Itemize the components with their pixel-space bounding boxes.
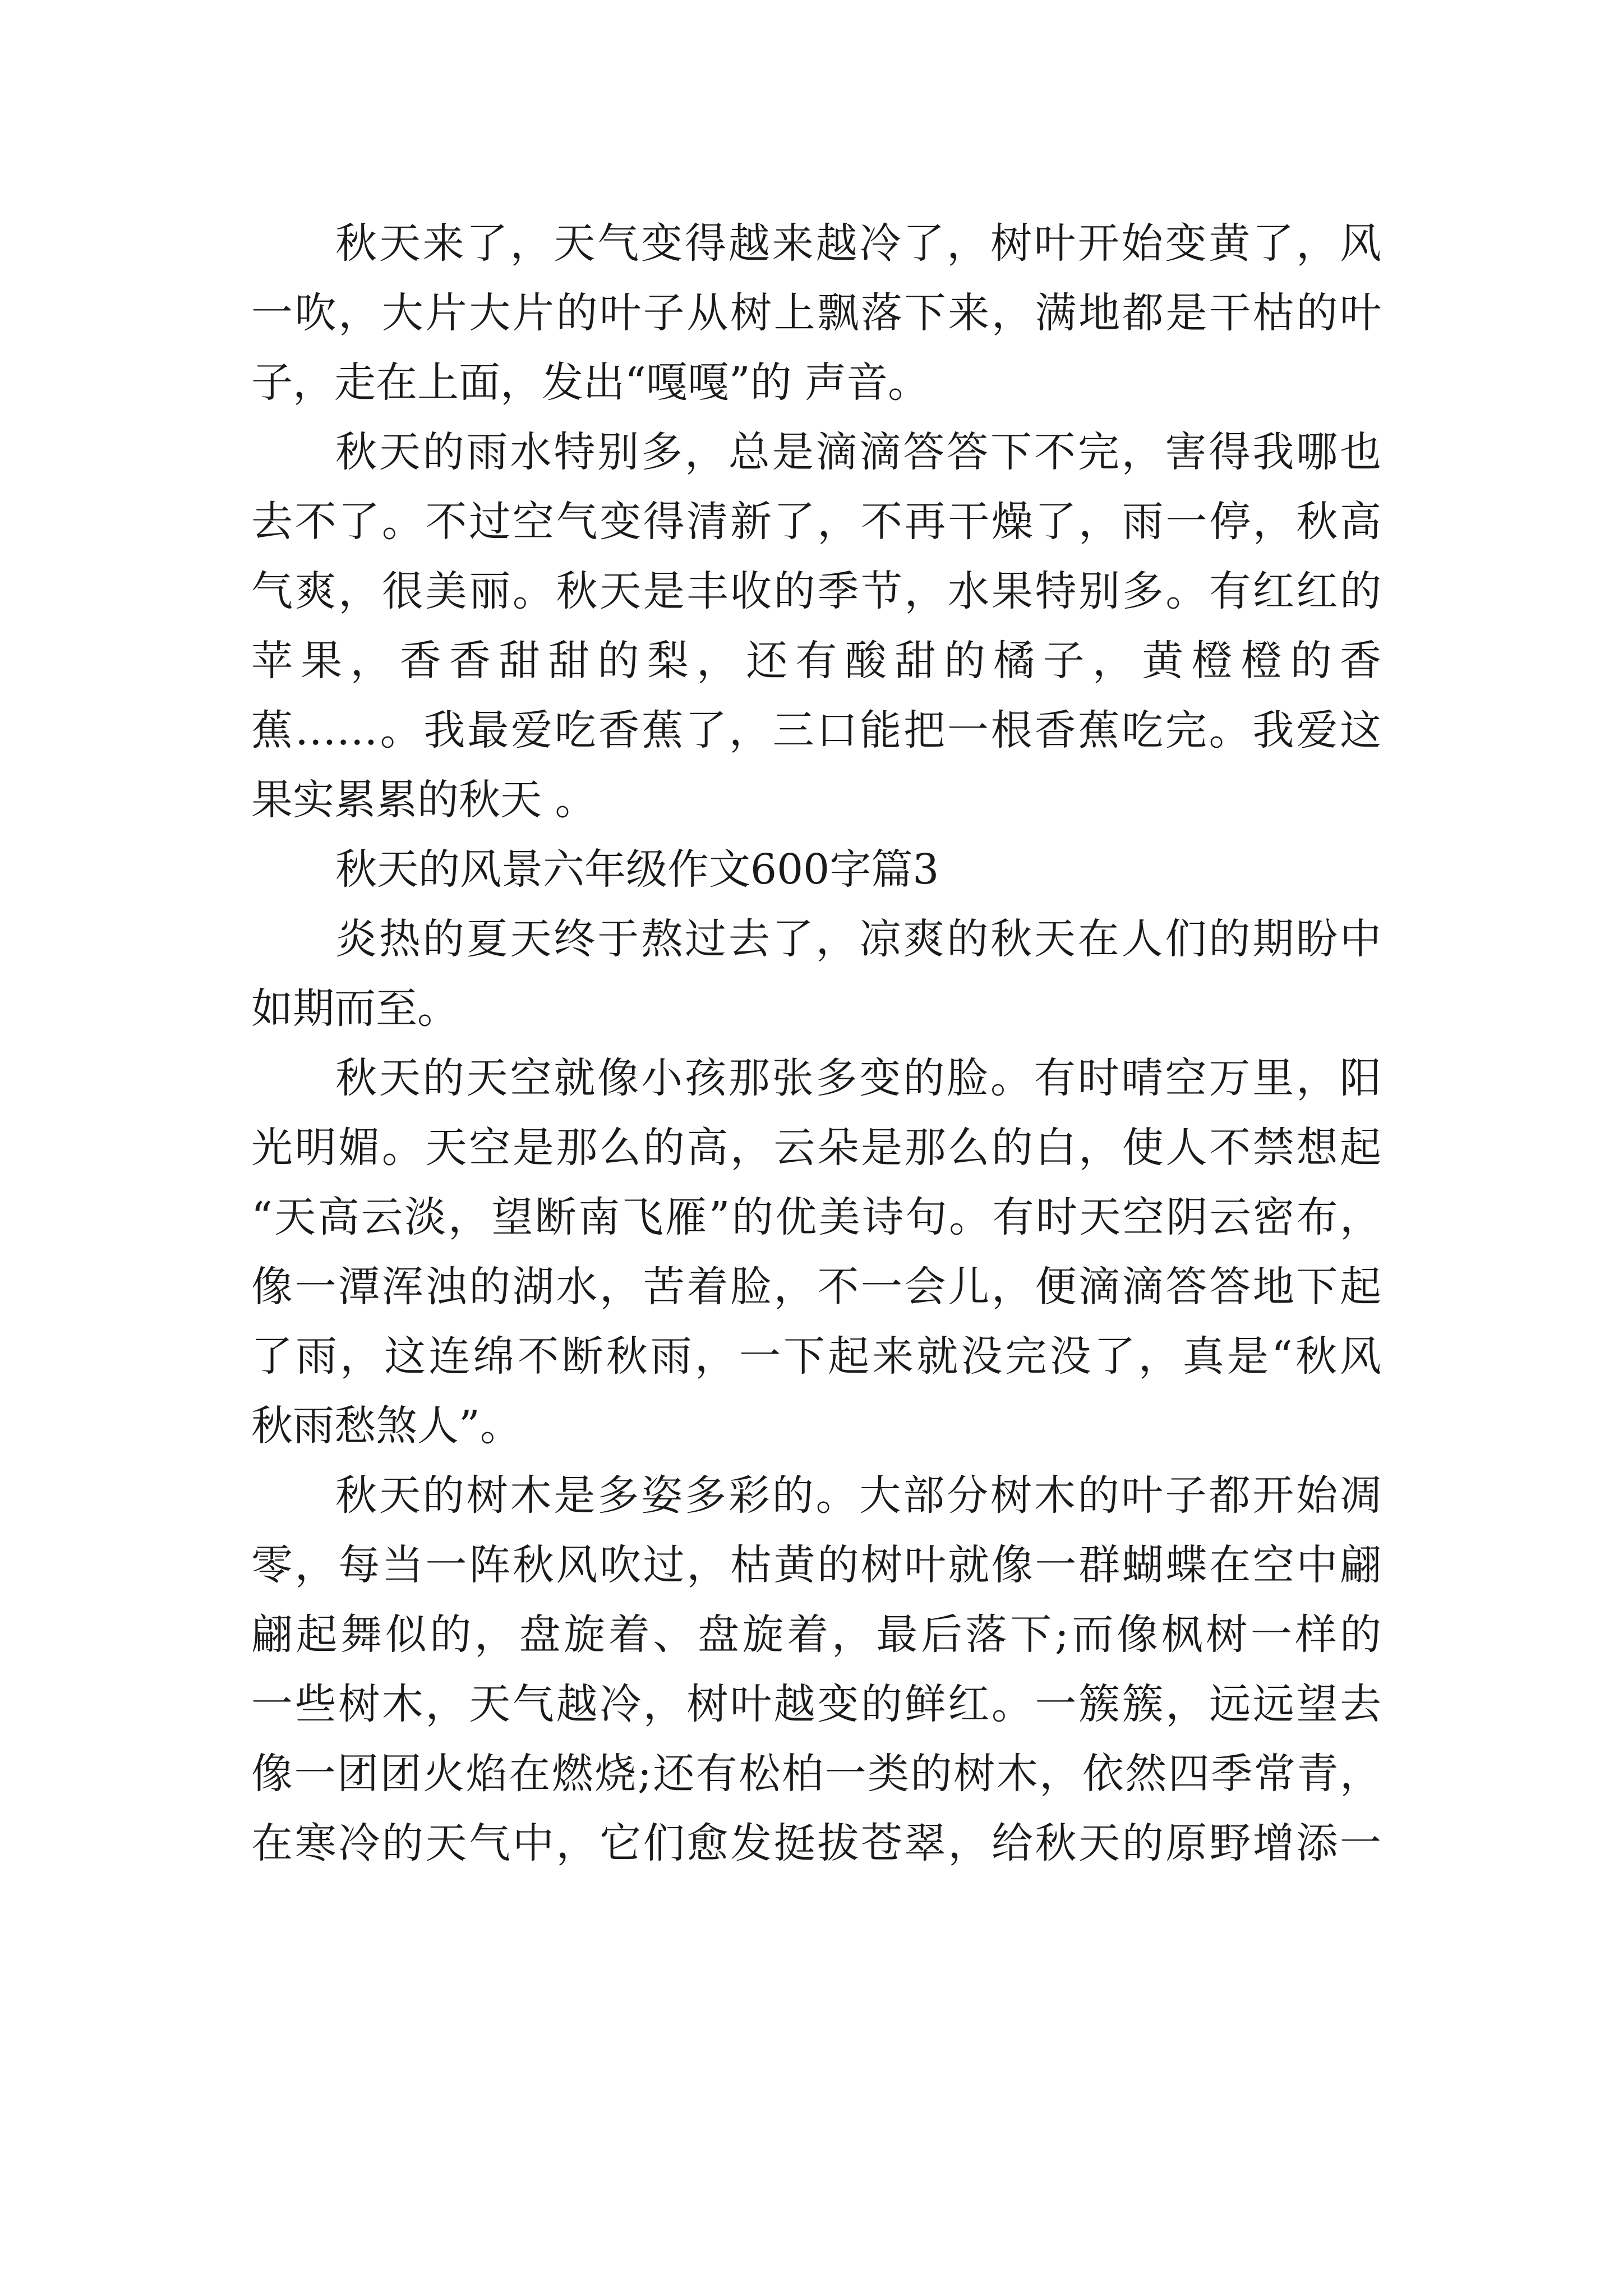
text-line: 秋天的雨水特别多，总是滴滴答答下不完，害得我哪也	[335, 428, 1381, 476]
paragraph	[251, 904, 1381, 1043]
essay-body	[251, 209, 1381, 1878]
heading-text: 秋天的风景六年级作文600字篇3	[335, 845, 939, 894]
paragraph	[251, 209, 1381, 417]
text-line: 蕉……。我最爱吃香蕉了，三口能把一根香蕉吃完。我爱这	[251, 706, 1381, 754]
text-line: 果实累累的秋天 。	[251, 776, 597, 824]
text-line: 苹果，香香甜甜的梨，还有酸甜的橘子，黄橙橙的香	[251, 637, 1381, 685]
text-line: 在寒冷的天气中，它们愈发挺拔苍翠，给秋天的原野增添一	[251, 1819, 1381, 1867]
text-line: 秋天来了，天气变得越来越冷了，树叶开始变黄了，风	[335, 219, 1381, 268]
text-line: 像一团团火焰在燃烧;还有松柏一类的树木，依然四季常青，	[251, 1750, 1381, 1798]
text-line: 气爽，很美丽。秋天是丰收的季节，水果特别多。有红红的	[251, 567, 1381, 615]
text-line: 光明媚。天空是那么的高，云朵是那么的白，使人不禁想起	[251, 1124, 1381, 1172]
text-line: 去不了。不过空气变得清新了，不再干燥了，雨一停，秋高	[251, 498, 1381, 546]
paragraph	[251, 1461, 1381, 1878]
text-line: 秋天的树木是多姿多彩的。大部分树木的叶子都开始凋	[335, 1471, 1381, 1520]
text-line: 零，每当一阵秋风吹过，枯黄的树叶就像一群蝴蝶在空中翩	[251, 1541, 1381, 1589]
text-line: 翩起舞似的，盘旋着、盘旋着，最后落下;而像枫树一样的	[251, 1611, 1381, 1659]
paragraph	[251, 417, 1381, 835]
text-line: 了雨，这连绵不断秋雨，一下起来就没完没了，真是“秋风	[251, 1332, 1381, 1381]
section-heading	[251, 835, 1381, 904]
text-line: 秋天的天空就像小孩那张多变的脸。有时晴空万里，阳	[335, 1054, 1381, 1102]
paragraph	[251, 1043, 1381, 1461]
text-line: 秋雨愁煞人”。	[251, 1402, 522, 1450]
text-line: 如期而至。	[251, 984, 459, 1033]
text-line: “天高云淡，望断南飞雁”的优美诗句。有时天空阴云密布，	[251, 1193, 1381, 1241]
text-line: 炎热的夏天终于熬过去了，凉爽的秋天在人们的期盼中	[335, 915, 1381, 963]
text-line: 一些树木，天气越冷，树叶越变的鲜红。一簇簇，远远望去	[251, 1680, 1381, 1728]
text-line: 像一潭浑浊的湖水，苦着脸，不一会儿，便滴滴答答地下起	[251, 1263, 1381, 1311]
text-line: 子，走在上面，发出“嘎嘎”的 声音。	[251, 358, 930, 407]
text-line: 一吹，大片大片的叶子从树上飘落下来，满地都是干枯的叶	[251, 289, 1381, 337]
